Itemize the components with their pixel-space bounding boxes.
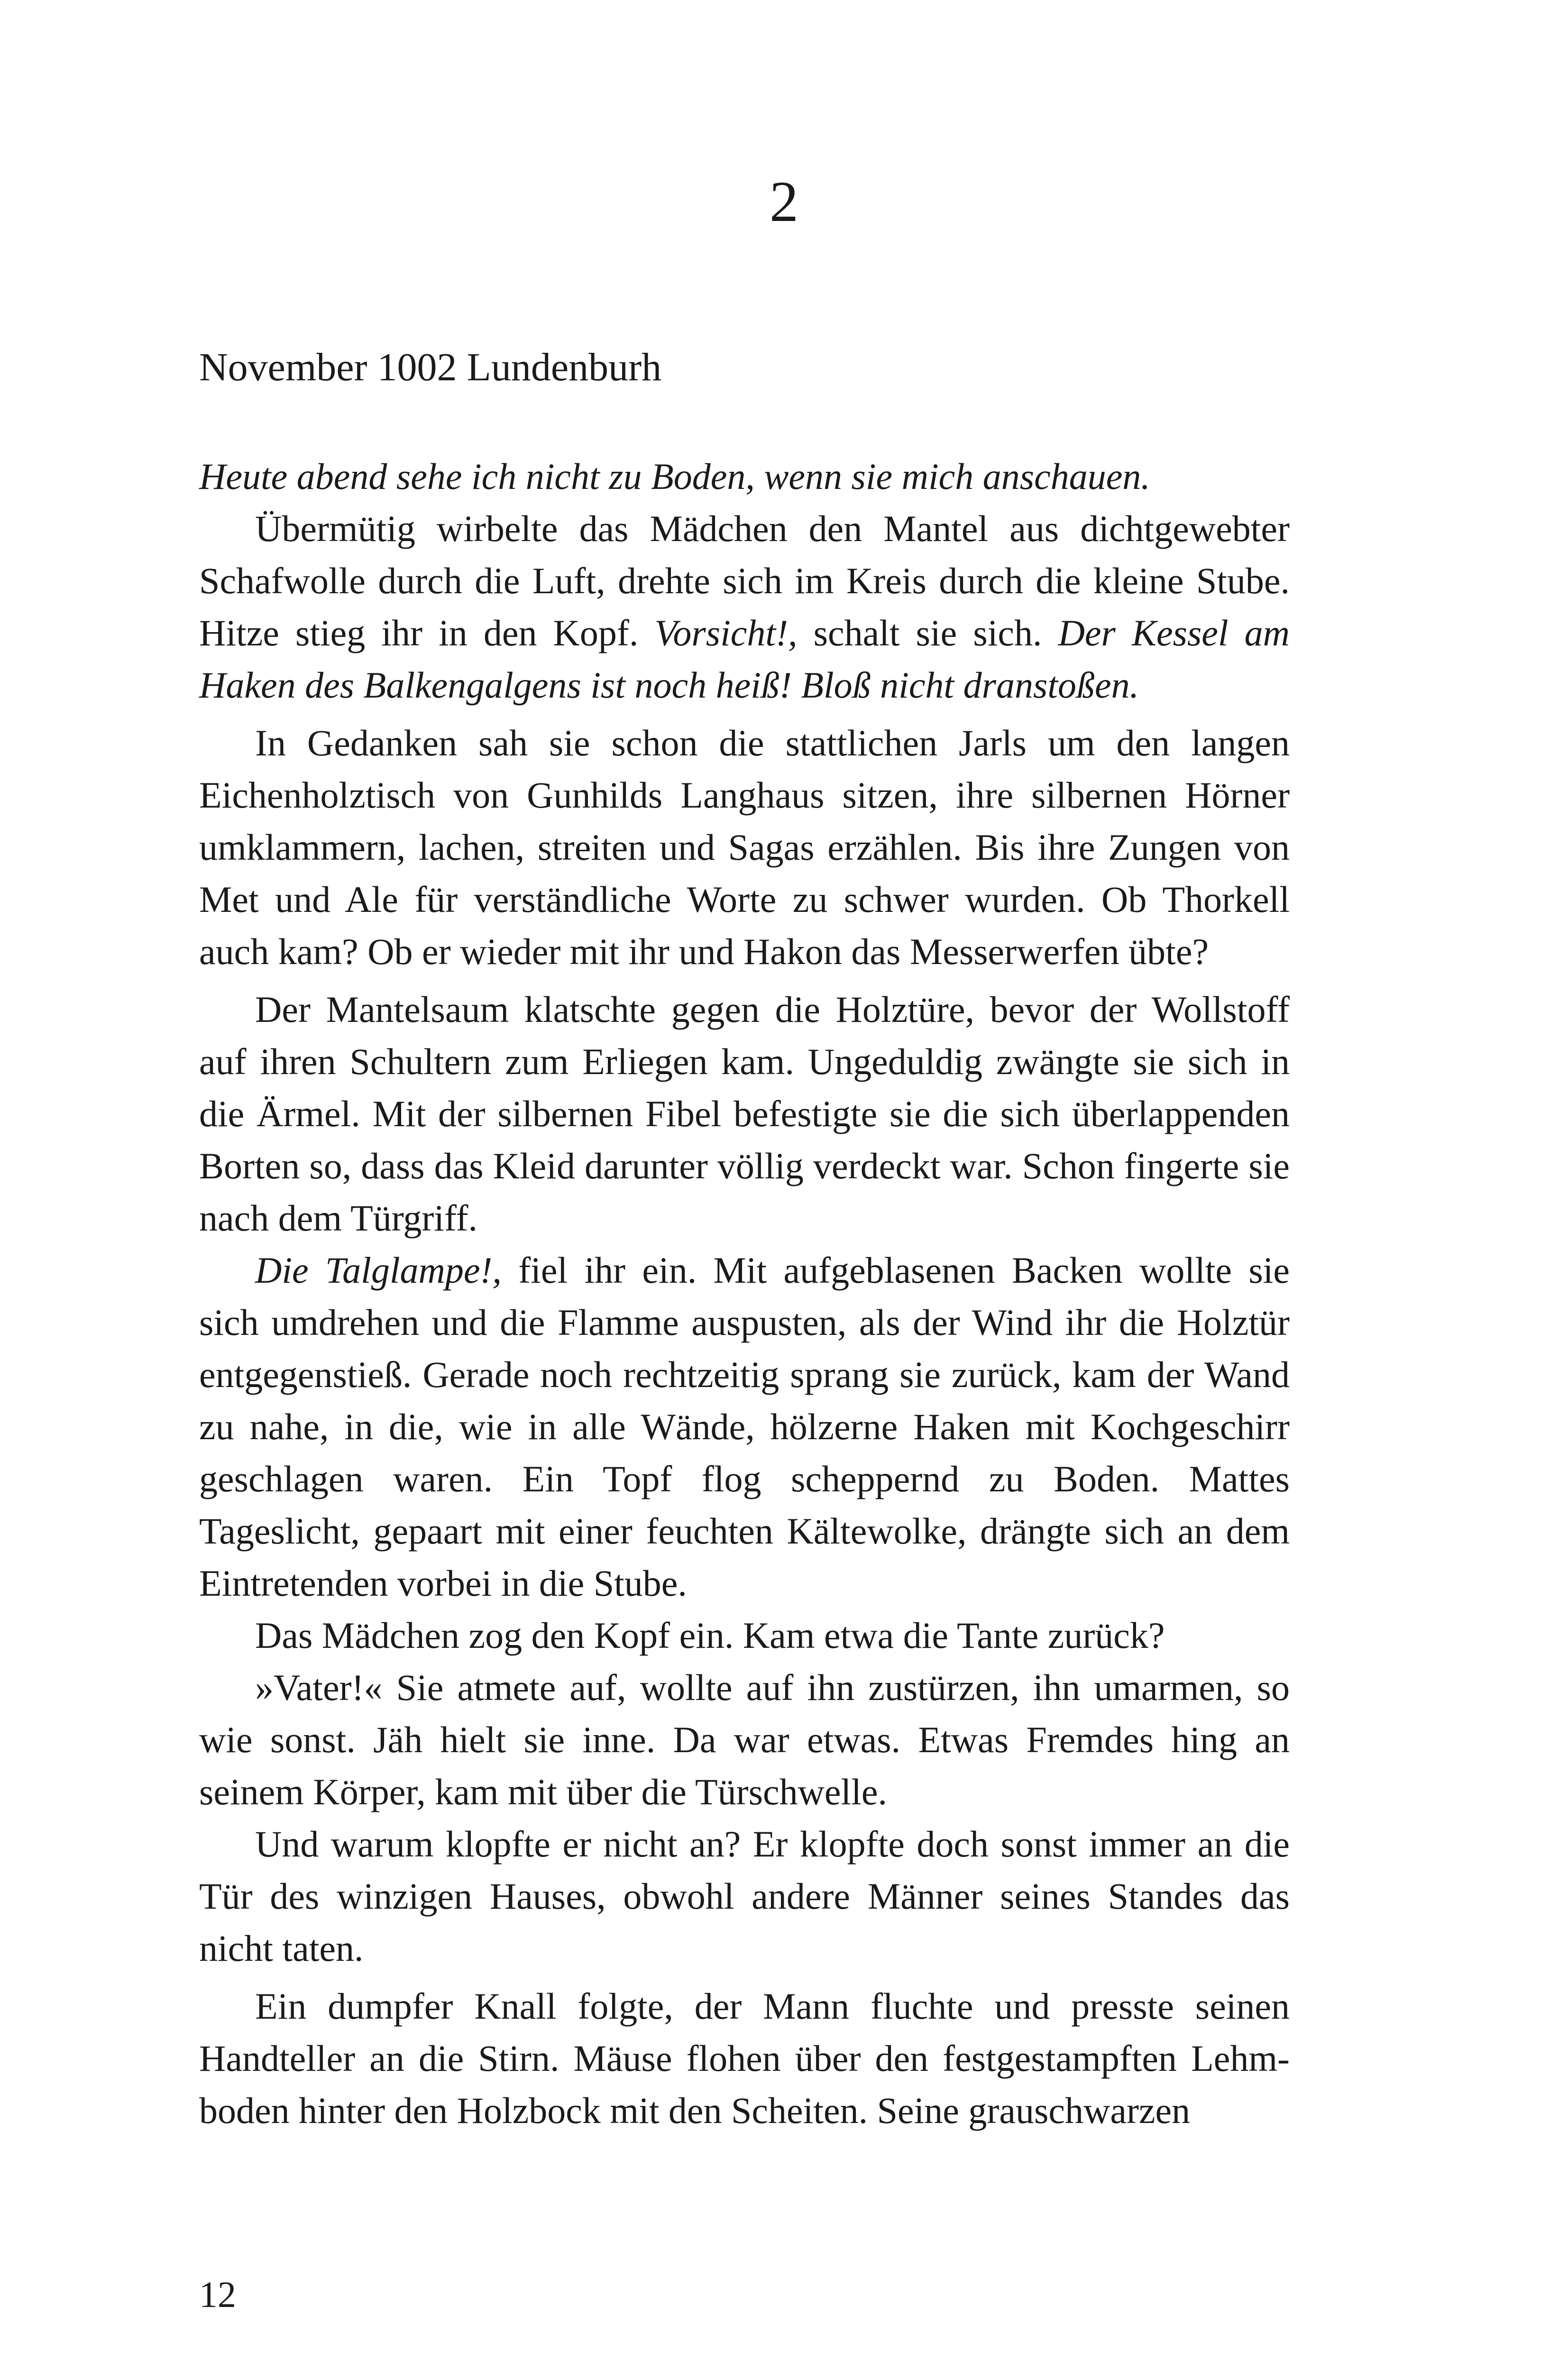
paragraph bbox=[199, 717, 1290, 978]
paragraph bbox=[199, 1244, 1290, 1609]
text-run-italic: Vorsicht!, bbox=[654, 612, 798, 653]
paragraph bbox=[199, 1818, 1290, 1975]
text-run: »Vater!« Sie atmete auf, wollte auf ihn zustürzen, ihn umarmen, so wie sonst. Jäh hielt sie inne. Da war etwas. Etwas Fremdes hing an seinem Körper, kam mit über die Türschwelle. bbox=[199, 1667, 1290, 1812]
text-run-italic: Heute abend sehe ich nicht zu Boden, wenn sie mich anschauen. bbox=[199, 456, 1150, 497]
paragraph bbox=[199, 983, 1290, 1244]
chapter-number: 2 bbox=[770, 170, 798, 234]
text-run: fiel ihr ein. Mit aufgeblasenen Backen wollte sie sich umdrehen und die Flamme auspusten, als der Wind ihr die Holztür entgegenstieß. Gerade noch rechtzeitig sprang sie zurück, kam der Wand zu nahe, in die, wie in alle Wände, hölzerne Haken mit Kochgeschirr geschlagen waren. Ein Topf flog scheppernd zu Boden. Mattes Tageslicht, gepaart mit einer feuchten Kältewolke, drängte sich an dem Eintretenden vorbei in die Stube. bbox=[199, 1250, 1290, 1604]
text-run: In Gedanken sah sie schon die stattlichen Jarls um den langen Eichenholztisch von Gunhilds Langhaus sitzen, ihre silbernen Hörner umklammern, lachen, streiten und Sagas erzählen. Bis ihre Zungen von Met und Ale für verständliche Worte zu schwer wurden. Ob Thorkell auch kam? Ob er wieder mit ihr und Hakon das Messerwerfen übte? bbox=[199, 722, 1290, 972]
text-run: Der Mantelsaum klatschte gegen die Holztüre, bevor der Wollstoff auf ihren Schultern zum Erliegen kam. Ungeduldig zwängte sie sich in die Ärmel. Mit der silbernen Fibel befestigte sie die sich überlappenden Borten so, dass das Kleid darunter völlig verdeckt war. Schon fingerte sie nach dem Türgriff. bbox=[199, 989, 1290, 1239]
paragraph bbox=[199, 1980, 1290, 2137]
text-run: Und warum klopfte er nicht an? Er klopfte doch sonst immer an die Tür des winzigen Hauses, obwohl andere Männer seines Standes das nicht taten. bbox=[199, 1823, 1290, 1969]
text-run: Ein dumpfer Knall folgte, der Mann fluchte und presste seinen Handteller an die Stirn. Mäuse flohen über den festgestampften Lehmboden hinter den Holzbock mit den Scheiten. Seine grauschwarzen bbox=[199, 1985, 1290, 2131]
text-run: Übermütig wirbelte das Mädchen den Mantel aus dichtgewebter Schafwolle durch die Luft, drehte sich im Kreis durch die kleine Stube. Hitze stieg ihr in den Kopf. bbox=[199, 508, 1290, 653]
paragraph bbox=[199, 450, 1290, 503]
paragraph bbox=[199, 503, 1290, 711]
text-run: schalt sie sich. bbox=[797, 612, 1058, 653]
text-run-italic: Die Talglampe!, bbox=[255, 1250, 502, 1291]
paragraph bbox=[199, 1609, 1290, 1662]
paragraph bbox=[199, 1662, 1290, 1818]
text-run-italic: Der Kessel am Haken des Balkengalgens ist noch heiß! Bloß nicht dranstoßen. bbox=[199, 612, 1290, 706]
text-run: Das Mädchen zog den Kopf ein. Kam etwa die Tante zurück? bbox=[255, 1615, 1165, 1656]
body-text bbox=[199, 341, 1290, 2137]
chapter-heading: November 1002 Lundenburh bbox=[199, 345, 662, 389]
page-number: 12 bbox=[199, 2274, 236, 2315]
